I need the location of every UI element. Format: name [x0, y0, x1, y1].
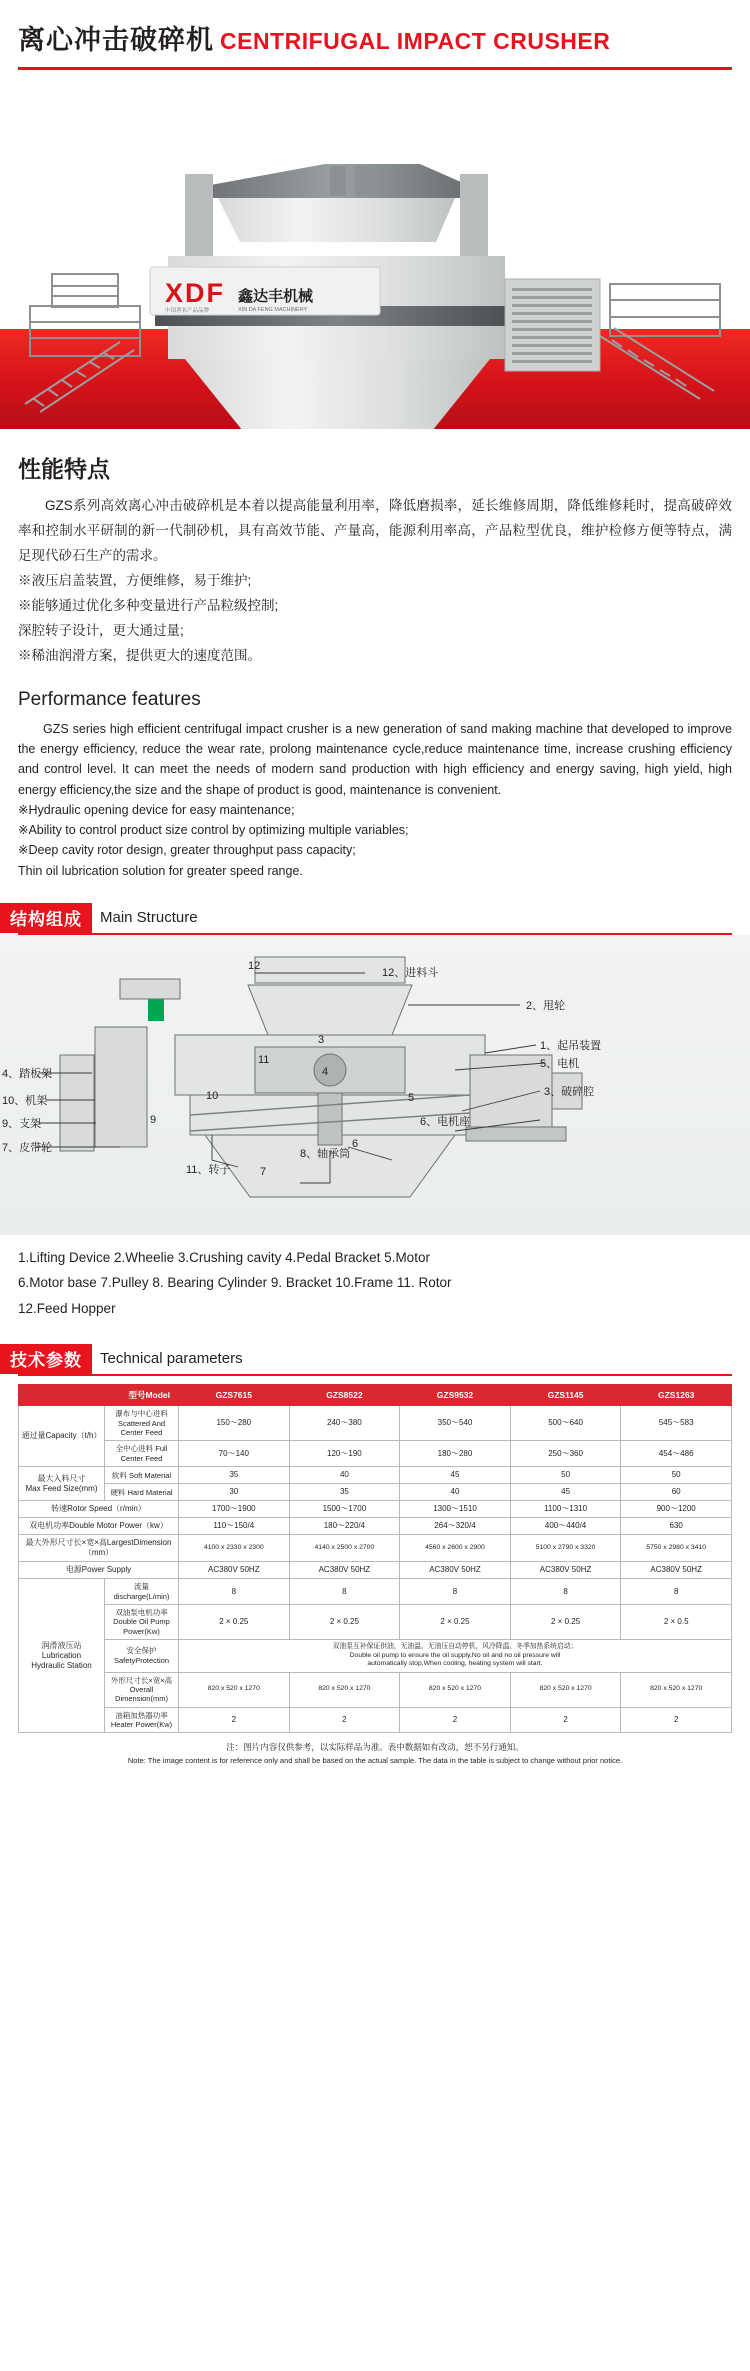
cell: 50: [621, 1467, 732, 1484]
footer-note-cn: 注：图片内容仅供参考，以实际样品为准。表中数据如有改动，恕不另行通知。: [226, 1742, 524, 1753]
tech-title-bar: [0, 1344, 750, 1374]
performance-title-en: Performance features: [18, 688, 201, 710]
performance-bullet-1: ※能够通过优化多种变量进行产品粒级控制;: [18, 597, 279, 613]
svg-text:11: 11: [258, 1053, 270, 1066]
model-col-0: GZS7615: [179, 1384, 290, 1406]
cell: 2: [621, 1707, 732, 1733]
cell: AC380V 50HZ: [510, 1562, 621, 1579]
row-label-hydraulic-station: 润滑液压站 Lubrication Hydraulic Station: [19, 1579, 105, 1733]
sublabel-overall-dimension: 外形尺寸长×宽×高 Overall Dimension(mm): [105, 1672, 179, 1707]
cell: 820 x 520 x 1270: [179, 1672, 290, 1707]
model-col-4: GZS1263: [621, 1384, 732, 1406]
cell: 2 × 0.25: [400, 1604, 511, 1639]
cell: 250～360: [510, 1441, 621, 1467]
row-label-rotor-speed: 转速Rotor Speed（r/min）: [19, 1501, 179, 1518]
svg-text:XIN DA FENG MACHINERY: XIN DA FENG MACHINERY: [238, 307, 308, 313]
cell: 8: [400, 1579, 511, 1605]
model-col-3: GZS1145: [510, 1384, 621, 1406]
callout-2: 2、甩轮: [526, 999, 566, 1012]
cell: 4100 x 2330 x 2300: [179, 1535, 290, 1562]
cell: 2: [510, 1707, 621, 1733]
tech-table-wrap: [0, 1376, 750, 1734]
model-header: 型号Model: [19, 1384, 179, 1406]
cell: 820 x 520 x 1270: [289, 1672, 400, 1707]
table-row: [19, 1441, 732, 1467]
cell: 8: [289, 1579, 400, 1605]
sublabel-hard-material: 硬料 Hard Material: [105, 1484, 179, 1501]
structure-drawing: [0, 935, 750, 1235]
table-header-row: [19, 1384, 732, 1406]
svg-text:5: 5: [408, 1091, 415, 1104]
cell: 60: [621, 1484, 732, 1501]
cell: 30: [179, 1484, 290, 1501]
cell: 8: [510, 1579, 621, 1605]
cell: 454～486: [621, 1441, 732, 1467]
sublabel-scattered-center-feed: 瀑布与中心进料 Scattered And Center Feed: [105, 1406, 179, 1441]
cell: 2: [179, 1707, 290, 1733]
footer-note-en: Note: The image content is for reference only and shall be based on the actual sample. The data in the table is subject to change without prior notice.: [127, 1756, 623, 1766]
structure-title-bar: [0, 903, 750, 933]
cell: 4560 x 2600 x 2900: [400, 1535, 511, 1562]
callout-12: 12、进料斗: [382, 966, 439, 979]
structure-legend-line-3: 12.Feed Hopper: [18, 1301, 116, 1317]
row-label-motor-power: 双电机功率Double Motor Power（kw）: [19, 1518, 179, 1535]
cell: 45: [400, 1467, 511, 1484]
performance-body-en: [18, 719, 732, 881]
cell: 50: [510, 1467, 621, 1484]
performance-bullet-2: 深腔转子设计，更大通过量;: [18, 622, 184, 638]
callout-10: 10、机架: [2, 1094, 48, 1107]
structure-legend: [0, 1235, 750, 1322]
table-row: [19, 1501, 732, 1518]
callout-9: 9、支架: [2, 1117, 42, 1130]
sublabel-full-center-feed: 全中心进料 Full Center Feed: [105, 1441, 179, 1467]
svg-text:9: 9: [150, 1113, 157, 1126]
performance-paragraph-cn: GZS系列高效离心冲击破碎机是本着以提高能量利用率，降低磨损率，延长维修周期，降低维修耗时，提高破碎效率和控制水平研制的新一代制砂机，具有高效节能、产量高，能源利用率高，产品粒型优良，维护检修方便等特点，满足现代砂石生产的需求。: [18, 498, 732, 563]
table-row: [19, 1672, 732, 1707]
cell: 2 × 0.25: [289, 1604, 400, 1639]
callout-3: 3、破碎腔: [544, 1085, 595, 1098]
performance-bullet-en-0: ※Hydraulic opening device for easy maintenance;: [18, 802, 295, 817]
cell: 70～140: [179, 1441, 290, 1467]
cell: AC380V 50HZ: [400, 1562, 511, 1579]
page-header: [0, 0, 750, 67]
page-title-en: CENTRIFUGAL IMPACT CRUSHER: [220, 28, 611, 54]
cell: 150～280: [179, 1406, 290, 1441]
cell: 5750 x 2980 x 3410: [621, 1535, 732, 1562]
performance-section: [0, 451, 750, 881]
sublabel-oil-pump-power: 双油泵电机功率 Double Oil Pump Power(Kw): [105, 1604, 179, 1639]
callout-4: 4、踏板架: [2, 1067, 53, 1080]
svg-text:7: 7: [260, 1165, 267, 1178]
cell: 5100 x 2790 x 3320: [510, 1535, 621, 1562]
header-divider: [18, 67, 732, 70]
cell: 180～280: [400, 1441, 511, 1467]
sublabel-safety-protection: 安全保护 SafetyProtection: [105, 1640, 179, 1672]
cell: 400～440/4: [510, 1518, 621, 1535]
cell: 630: [621, 1518, 732, 1535]
callout-7: 7、皮带轮: [2, 1141, 53, 1154]
tech-title-tag: 技术参数: [0, 1344, 92, 1374]
cell: 264～320/4: [400, 1518, 511, 1535]
callout-1: 1、起吊装置: [540, 1039, 602, 1052]
svg-text:中国著名产品品牌: 中国著名产品品牌: [165, 308, 210, 314]
table-row: [19, 1579, 732, 1605]
cell: 35: [179, 1467, 290, 1484]
table-row: [19, 1535, 732, 1562]
machine-illustration: [0, 74, 750, 429]
callout-8: 8、轴承筒: [300, 1147, 351, 1160]
callout-11: 11、转子: [186, 1163, 231, 1176]
performance-bullet-3: ※稀油润滑方案，提供更大的速度范围。: [18, 647, 261, 663]
tech-title-sub: Technical parameters: [100, 1350, 243, 1368]
cell: 820 x 520 x 1270: [400, 1672, 511, 1707]
model-col-1: GZS8522: [289, 1384, 400, 1406]
cell: 240～380: [289, 1406, 400, 1441]
footer-note: [0, 1733, 750, 1770]
performance-body-cn: [18, 494, 732, 669]
svg-text:6: 6: [352, 1137, 359, 1150]
structure-legend-line-2: 6.Motor base 7.Pulley 8. Bearing Cylinder 9. Bracket 10.Frame 11. Rotor: [18, 1275, 452, 1291]
table-row: [19, 1562, 732, 1579]
performance-bullet-en-3: Thin oil lubrication solution for greater speed range.: [18, 863, 303, 878]
cell: AC380V 50HZ: [621, 1562, 732, 1579]
table-row: [19, 1604, 732, 1639]
cell: 1300～1510: [400, 1501, 511, 1518]
tech-parameters-table: [18, 1384, 732, 1734]
table-row: [19, 1640, 732, 1672]
cell: 820 x 520 x 1270: [621, 1672, 732, 1707]
row-label-power-supply: 电源Power Supply: [19, 1562, 179, 1579]
product-photo: [0, 74, 750, 429]
cell: 8: [621, 1579, 732, 1605]
cell: 4140 x 2500 x 2700: [289, 1535, 400, 1562]
cell: 45: [510, 1484, 621, 1501]
performance-paragraph-en: GZS series high efficient centrifugal impact crusher is a new generation of sand making machine that developed to improve the energy efficiency, reduce the wear rate, prolong maintenance cycle,reduce maintenance time, increase crushing efficiency and control level. It can meet the needs of modern sand production with high efficiency and energy saving, high yield, high energy efficiency,the size and the shape of product is good, maintenance is convenient.: [18, 721, 732, 797]
cell: 2 × 0.25: [510, 1604, 621, 1639]
svg-text:鑫达丰机械: 鑫达丰机械: [238, 288, 314, 305]
structure-legend-line-1: 1.Lifting Device 2.Wheelie 3.Crushing cavity 4.Pedal Bracket 5.Motor: [18, 1249, 430, 1265]
cell: 2 × 0.5: [621, 1604, 732, 1639]
cell: 500～640: [510, 1406, 621, 1441]
performance-bullet-0: ※液压启盖装置，方便维修，易于维护;: [18, 572, 252, 588]
table-row: [19, 1518, 732, 1535]
footer-spacer: [0, 1770, 750, 1788]
cell: 35: [289, 1484, 400, 1501]
cell: AC380V 50HZ: [289, 1562, 400, 1579]
cell: 120～190: [289, 1441, 400, 1467]
table-row: [19, 1467, 732, 1484]
cell: 900～1200: [621, 1501, 732, 1518]
performance-title-cn: 性能特点: [18, 456, 110, 482]
cell: 820 x 520 x 1270: [510, 1672, 621, 1707]
performance-bullet-en-1: ※Ability to control product size control by optimizing multiple variables;: [18, 823, 409, 838]
cell: 180～220/4: [289, 1518, 400, 1535]
diagram-num-12: 12: [248, 959, 261, 972]
cell: 350～540: [400, 1406, 511, 1441]
callout-5: 5、电机: [540, 1057, 580, 1070]
cell: 2: [400, 1707, 511, 1733]
structure-title-tag: 结构组成: [0, 903, 92, 933]
table-row: [19, 1707, 732, 1733]
cell: 1700～1900: [179, 1501, 290, 1518]
table-row: [19, 1484, 732, 1501]
svg-text:10: 10: [206, 1089, 219, 1102]
cell: 1100～1310: [510, 1501, 621, 1518]
cell: 40: [289, 1467, 400, 1484]
svg-text:4: 4: [322, 1065, 329, 1078]
cell: 110～150/4: [179, 1518, 290, 1535]
cell-safety-protection: 双油泵互补保证供油，无油温、无油压自动停机，风冷降温、冬季加热系统启动； Double oil pump to ensure the oil supply,No oil and no oil pressure will automatically stop,When cooling, heating system will start.: [179, 1640, 732, 1672]
cell: 1500～1700: [289, 1501, 400, 1518]
model-col-2: GZS9532: [400, 1384, 511, 1406]
cell: 40: [400, 1484, 511, 1501]
row-label-capacity: 通过量Capacity（t/h）: [19, 1406, 105, 1467]
cell: 545～583: [621, 1406, 732, 1441]
cell: AC380V 50HZ: [179, 1562, 290, 1579]
structure-title-sub: Main Structure: [100, 909, 198, 927]
row-label-max-feed-size: 最大入料尺寸 Max Feed Size(mm): [19, 1467, 105, 1501]
callout-6: 6、电机座: [420, 1115, 471, 1128]
sublabel-soft-material: 软料 Soft Material: [105, 1467, 179, 1484]
cell: 2 × 0.25: [179, 1604, 290, 1639]
page-title-cn: 离心冲击破碎机: [18, 25, 214, 55]
svg-text:XDF: XDF: [165, 278, 225, 308]
cell: 8: [179, 1579, 290, 1605]
table-row: [19, 1406, 732, 1441]
svg-text:3: 3: [318, 1033, 325, 1046]
structure-diagram: [0, 935, 750, 1235]
sublabel-heater-power: 油箱加热器功率 Heater Power(Kw): [105, 1707, 179, 1733]
sublabel-discharge: 流量discharge(L/min): [105, 1579, 179, 1605]
performance-bullet-en-2: ※Deep cavity rotor design, greater throughput pass capacity;: [18, 843, 356, 858]
cell: 2: [289, 1707, 400, 1733]
row-label-largest-dimension: 最大外形尺寸长×宽×高LargestDimension（mm）: [19, 1535, 179, 1562]
